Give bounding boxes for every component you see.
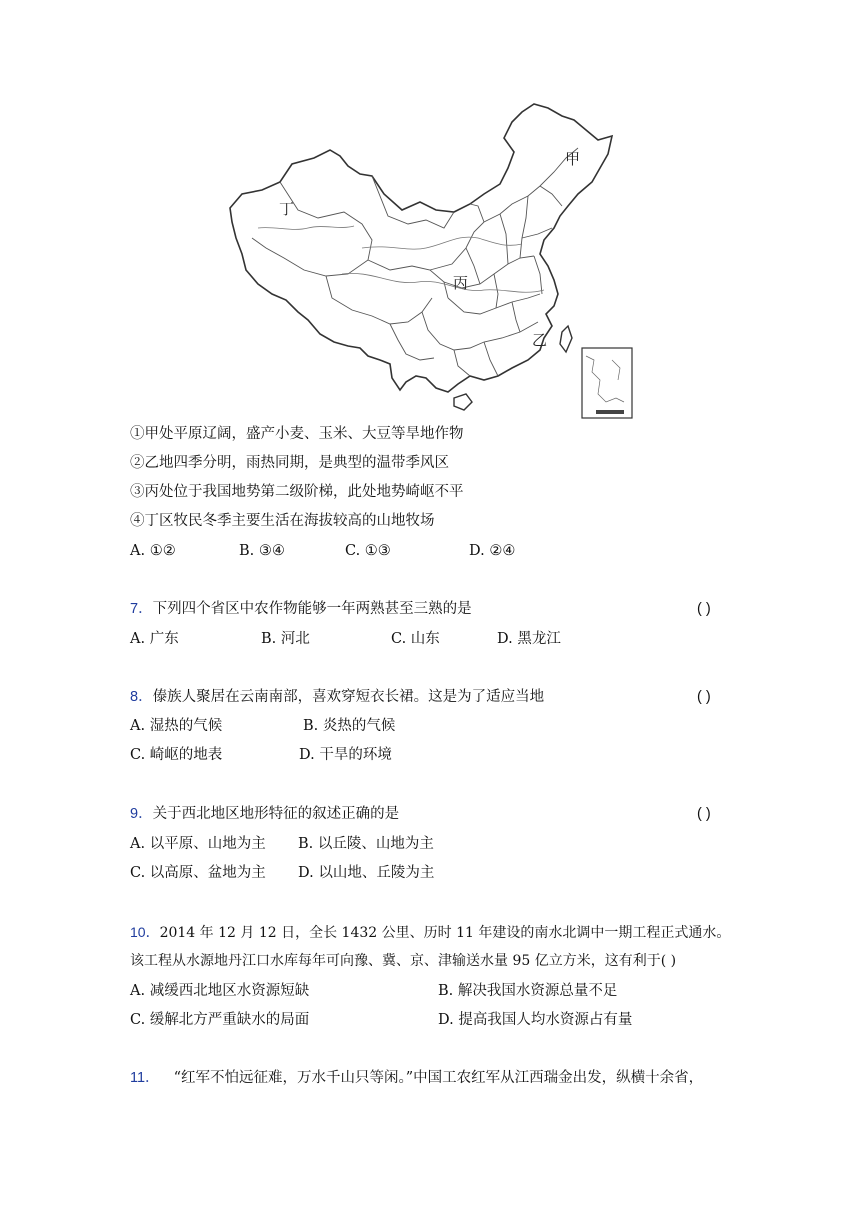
q9-stem: 关于西北地区地形特征的叙述正确的是 [152, 806, 400, 822]
q10-stem-1: 2014 年 12 月 12 日，全长 1432 公里、历时 11 年建设的南水北调中一期工程正式通水。 [159, 925, 731, 941]
q8-number: 8． [130, 689, 153, 705]
q7-option-a: A. 广东 [130, 631, 179, 647]
q6-statement-4: ④丁区牧民冬季主要生活在海拔较高的山地牧场 [130, 513, 435, 529]
q7-option-c: C. 山东 [391, 631, 440, 647]
map-label-bing: 丙 [453, 274, 469, 292]
q9-stem-line [130, 804, 399, 824]
q10-option-a: A. 减缓西北地区水资源短缺 [130, 983, 310, 999]
south-china-sea-inset [582, 348, 632, 418]
q11-stem-line [130, 1068, 703, 1088]
q7-stem: 下列四个省区中农作物能够一年两熟甚至三熟的是 [152, 601, 472, 617]
q8-option-d: D. 干旱的环境 [299, 747, 392, 763]
q10-stem-line-2: 该工程从水源地丹江口水库每年可向豫、冀、京、津输送水量 95 亿立方米，这有利于( ) [130, 953, 677, 969]
q11-stem: “红军不怕远征难，万水千山只等闲。”中国工农红军从江西瑞金出发，纵横十余省， [173, 1070, 704, 1086]
q8-stem: 傣族人聚居在云南南部，喜欢穿短衣长裙。这是为了适应当地 [152, 689, 545, 705]
map-label-yi: 乙 [532, 331, 548, 349]
q9-option-c: C. 以高原、盆地为主 [130, 865, 266, 881]
q8-option-a: A. 湿热的气候 [130, 718, 223, 734]
china-map-figure [222, 98, 640, 420]
rivers [258, 226, 544, 292]
q6-option-d: D. ②④ [469, 543, 516, 559]
q6-statement-3: ③丙处位于我国地势第二级阶梯，此处地势崎岖不平 [130, 484, 464, 500]
q11-number: 11． [130, 1070, 160, 1086]
q7-number: 7． [130, 601, 153, 617]
hainan-island [454, 394, 472, 410]
q6-option-b: B. ③④ [239, 543, 285, 559]
q7-option-b: B. 河北 [261, 631, 310, 647]
inset-details [586, 356, 624, 414]
q7-stem-line [130, 599, 472, 619]
province-borders [252, 148, 581, 376]
q9-option-b: B. 以丘陵、山地为主 [298, 836, 434, 852]
q6-statement-1: ①甲处平原辽阔，盛产小麦、玉米、大豆等旱地作物 [130, 426, 464, 442]
taiwan-island [560, 326, 572, 352]
q9-option-a: A. 以平原、山地为主 [130, 836, 266, 852]
q10-option-d: D. 提高我国人均水资源占有量 [438, 1012, 633, 1028]
q8-option-b: B. 炎热的气候 [303, 718, 396, 734]
map-label-ding: 丁 [279, 200, 295, 218]
q10-stem-line-1 [130, 922, 730, 943]
q10-option-b: B. 解决我国水资源总量不足 [438, 983, 618, 999]
q6-option-c: C. ①③ [345, 543, 391, 559]
q8-stem-line [130, 687, 544, 707]
q7-answer-blank: ( ) [697, 601, 711, 617]
q10-option-c: C. 缓解北方严重缺水的局面 [130, 1012, 310, 1028]
china-map [222, 98, 640, 420]
china-outline [230, 104, 612, 392]
q8-answer-blank: ( ) [697, 689, 711, 705]
q9-option-d: D. 以山地、丘陵为主 [298, 865, 435, 881]
q6-option-a: A. ①② [130, 543, 176, 559]
q6-statement-2: ②乙地四季分明，雨热同期，是典型的温带季风区 [130, 455, 449, 471]
map-label-jia: 甲 [565, 150, 581, 168]
q9-number: 9． [130, 806, 153, 822]
q7-option-d: D. 黑龙江 [497, 631, 561, 647]
q10-number: 10． [130, 924, 160, 940]
q9-answer-blank: ( ) [697, 806, 711, 822]
q8-option-c: C. 崎岖的地表 [130, 747, 223, 763]
